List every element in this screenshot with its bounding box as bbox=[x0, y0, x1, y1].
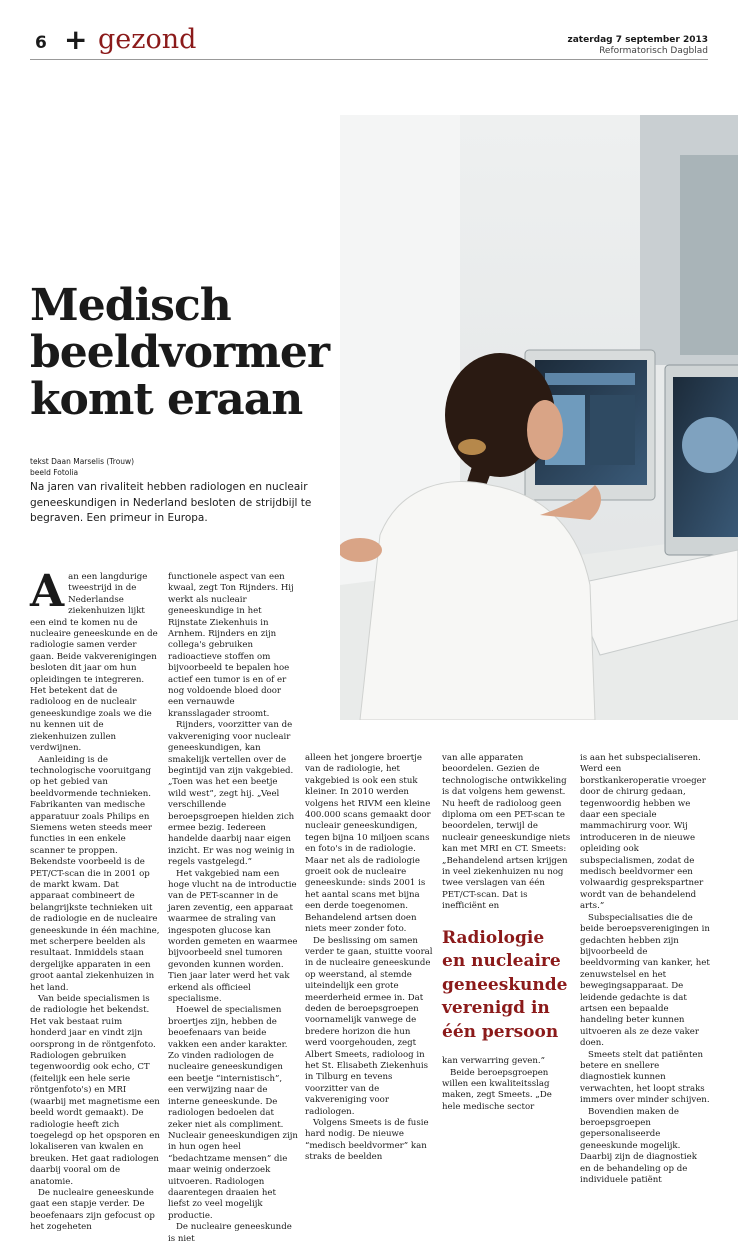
paragraph: functionele aspect van een kwaal, zegt Ton Rijnders. Hij werkt als nucleair geneeskundige in het Rijnstate Ziekenhuis in Arnhem. Rijnders en zijn collega's gebruiken radioactieve stoffen om bijvoorbeeld te bepalen hoe actief een tumor is en of er nog voldoende bloed door een vernauwde kransslagader stroomt. bbox=[168, 572, 294, 719]
headline-line: komt eraan bbox=[30, 374, 303, 425]
paragraph: Hoewel de specialismen broertjes zijn, hebben de beoefenaars van beide vakken een ander karakter. Zo vinden radiologen de nucleaire geneeskundigen een beetje “internistisch”, een verwijzing naar de interne geneeskunde. De radiologen bedoelen dat zeker niet als compliment. Nucleair geneeskundigen zijn in hun ogen heel “bedachtzame mensen” die maar weinig onderzoek uitvoeren. Radiologen daarentegen draaien het liefst zo veel mogelijk productie. bbox=[168, 1005, 298, 1221]
column-5 bbox=[580, 753, 710, 1186]
page-number: 6 bbox=[35, 33, 47, 53]
paragraph: De beslissing om samen verder te gaan, stuitte vooral in de nucleaire geneeskunde op weerstand, al stemde uiteindelijk een grote meerderheid ermee in. Dat deden de beroepsgroepen voornamelijk vanwege de bredere horizon die hun werd voorgehouden, zegt Albert Smeets, radioloog in het St. Elisabeth Ziekenhuis in Tilburg en tevens voorzitter van de vakvereniging voor radiologen. bbox=[305, 935, 433, 1117]
column-3 bbox=[305, 753, 435, 1164]
dropcap: A bbox=[30, 566, 65, 617]
plus-icon: + bbox=[64, 23, 88, 56]
column-2 bbox=[168, 572, 298, 1245]
paragraph: Van beide specialismen is de radiologie het bekendst. Het vak bestaat ruim honderd jaar en vindt zijn oorsprong in de röntgenfoto. Radiologen gebruiken tegenwoordig ook echo, CT (feitelijk een hele serie röntgenfoto's) en MRI (waarbij met magnetisme een beeld wordt gemaakt). De radiologie heeft zich toegelegd op het opsporen en lokaliseren van kwalen en breuken. Het gaat radiologen daarbij vooral om de anatomie. bbox=[30, 994, 160, 1187]
column-1 bbox=[30, 566, 160, 1234]
paragraph: van alle apparaten beoordelen. Gezien de technologische ontwikkeling is dat volgens hem gewenst. Nu heeft de radioloog geen diploma om een PET-scan te beoordelen, terwijl de nucleair geneeskundige niets kan met MRI en CT. Smeets: „Behandelend artsen krijgen in veel ziekenhuizen nu nog twee verslagen van één PET/CT-scan. Dat is inefficiënt en bbox=[442, 753, 571, 912]
pullquote-line: en nucleaire bbox=[442, 951, 561, 972]
paragraph: Subspecialisaties die de beide beroepsverenigingen in gedachten hebben zijn bijvoorbeeld de beeldvorming van kanker, het zenuwstelsel en het bewegingsapparaat. De leidende gedachte is dat artsen een bepaalde handeling beter kunnen uitvoeren als ze deze vaker doen. bbox=[580, 912, 710, 1049]
paragraph: alleen het jongere broertje van de radiologie, het vakgebied is ook een stuk kleiner. In 2010 werden volgens het RIVM een kleine 400.000 scans gemaakt door nucleair geneeskundigen, tegen bijna 10 miljoen scans en foto's in de radiologie. Maar net als de radiologie groeit ook de nucleaire geneeskunde: sinds 2001 is het aantal scans met bijna een derde toegenomen. Behandelend artsen doen niets meer zonder foto. bbox=[305, 753, 431, 935]
credits bbox=[30, 456, 134, 478]
paragraph: Volgens Smeets is de fusie hard nodig. De nieuwe “medisch beeldvormer” kan straks de beelden bbox=[305, 1118, 429, 1163]
intro-text: Na jaren van rivaliteit hebben radiologen en nucleair geneeskundigen in Nederland besloten de strijdbijl te begraven. Een primeur in Europa. bbox=[30, 481, 312, 524]
paragraph: De nucleaire geneeskunde is niet bbox=[168, 1222, 292, 1244]
pullquote-line: verenigd in bbox=[442, 998, 550, 1019]
pullquote-line: Radiologie bbox=[442, 927, 545, 948]
paragraph: Aan een langdurige tweestrijd in de Nederlandse ziekenhuizen lijkt een eind te komen nu de nucleaire geneeskunde en de radiologie samen verder gaan. Beide vakverenigingen besloten dit jaar om hun opleidingen te integreren. Het betekent dat de radioloog en de nucleair geneeskundige zoals we die nu kennen uit de ziekenhuizen zullen verdwijnen. bbox=[30, 566, 158, 754]
pullquote-line: één persoon bbox=[442, 1021, 559, 1042]
paragraph: Het vakgebied nam een hoge vlucht na de introductie van de PET-scanner in de jaren zeventig, een apparaat waarmee de straling van ingespoten glucose kan worden gemeten en waarmee bijvoorbeeld snel tumoren gevonden kunnen worden. Tien jaar later werd het vak erkend als officieel specialisme. bbox=[168, 868, 298, 1005]
author-credit: tekst Daan Marselis (Trouw) bbox=[30, 457, 135, 466]
headline-line: beeldvormer bbox=[30, 327, 330, 378]
paragraph: Beide beroepsgroepen willen een kwaliteitsslag maken, zegt Smeets. „De hele medische sector bbox=[442, 1067, 552, 1112]
paragraph: Aanleiding is de technologische vooruitgang op het gebied van beeldvormende technieken. Fabrikanten van medische apparatuur zoals Philips en Siemens weten steeds meer functies in een enkele scanner te proppen. Bekendste voorbeeld is de PET/CT-scan die in 2001 op de markt kwam. Dat apparaat combineert de belangrijkste technieken uit de radiologie en de nucleaire geneeskunde in één machine, met scherpere beelden als resultaat. Inmiddels staan dergelijke apparaten in een groot aantal ziekenhuizen in het land. bbox=[30, 754, 160, 993]
headline-line: Medisch bbox=[30, 280, 231, 331]
article-photo bbox=[340, 115, 738, 720]
paragraph: Bovendien maken de beroepsgroepen gepersonaliseerde geneeskunde mogelijk. Daarbij zijn de diagnostiek en de behandeling op de individuele patiënt bbox=[580, 1106, 697, 1186]
pullquote-line: geneeskunde bbox=[442, 974, 568, 995]
section-name: gezond bbox=[98, 24, 197, 55]
issue-date: zaterdag 7 september 2013 bbox=[567, 35, 708, 45]
headline bbox=[30, 282, 335, 423]
header-rule bbox=[30, 59, 708, 60]
paragraph: kan verwarring geven.” bbox=[442, 1056, 546, 1067]
column-4 bbox=[442, 753, 572, 1113]
paragraph: Smeets stelt dat patiënten betere en snellere diagnostiek kunnen verwachten, het loopt straks immers over minder schijven. bbox=[580, 1049, 710, 1106]
paragraph: De nucleaire geneeskunde gaat een stapje verder. De beoefenaars zijn gefocust op het zogeheten bbox=[30, 1187, 155, 1233]
paragraph: Rijnders, voorzitter van de vakvereniging voor nucleair geneeskundigen, kan smakelijk vertellen over de begintijd van zijn vakgebied. „Toen was het een beetje wild west”, zegt hij. „Veel verschillende beroepsgroepen hielden zich ermee bezig. Iedereen handelde daarbij naar eigen inzicht. Er was nog weinig in regels vastgelegd.” bbox=[168, 720, 295, 868]
paragraph: is aan het subspecialiseren. Werd een borstkankeroperatie vroeger door de chirurg gedaan, tegenwoordig hebben we daar een speciale mammachirurg voor. Wij introduceren in de nieuwe opleiding ook subspecialismen, zodat de medisch beeldvormer een volwaardig gesprekspartner wordt van de behandelend arts.” bbox=[580, 753, 706, 912]
image-credit: beeld Fotolia bbox=[30, 468, 79, 477]
pullquote bbox=[442, 927, 572, 1045]
newspaper-name: Reformatorisch Dagblad bbox=[599, 46, 708, 56]
